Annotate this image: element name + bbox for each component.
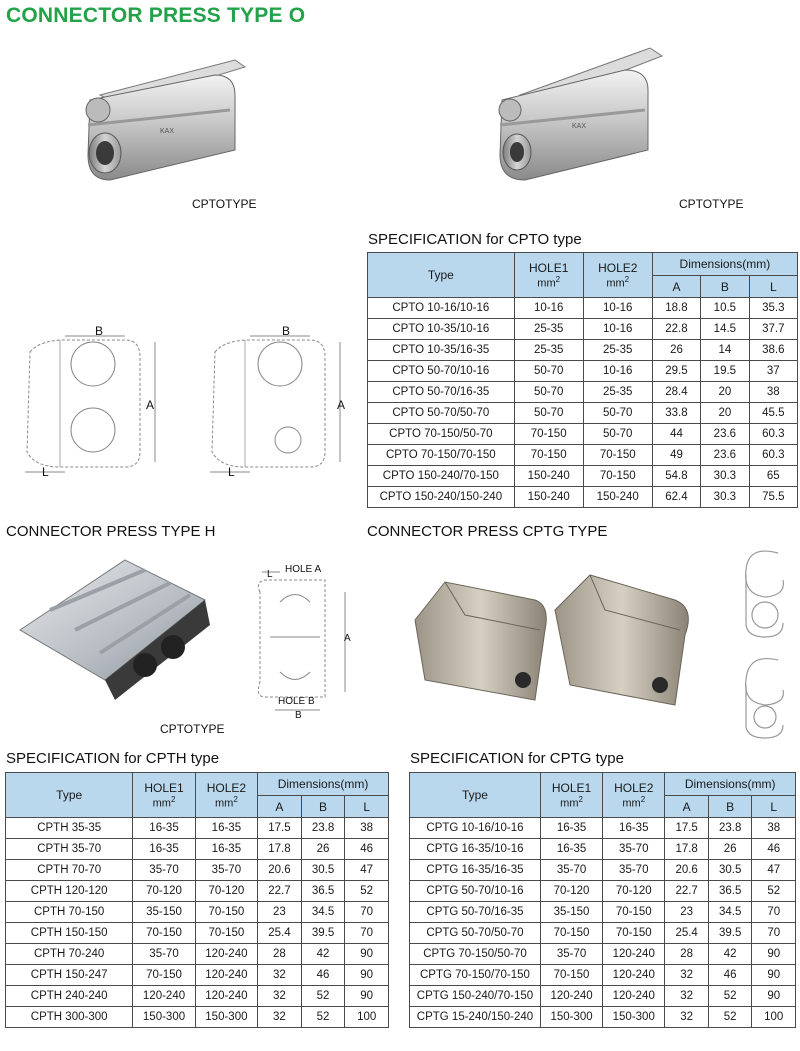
table-row: [6, 881, 389, 902]
cell-b: 30.3: [701, 466, 749, 487]
svg-text:KAX: KAX: [572, 123, 587, 130]
cell-hole1: 50-70: [514, 361, 583, 382]
header-dimensions: Dimensions(mm): [652, 253, 797, 276]
header-l: L: [345, 796, 389, 818]
cell-type: CPTH 35-35: [6, 818, 133, 839]
cell-hole2: 16-35: [603, 818, 665, 839]
cell-a: 44: [652, 424, 700, 445]
cell-l: 70: [345, 923, 389, 944]
cell-l: 90: [345, 986, 389, 1007]
cell-type: CPTH 35-70: [6, 839, 133, 860]
cell-l: 52: [345, 881, 389, 902]
header-dimensions: Dimensions(mm): [665, 773, 796, 796]
cell-hole2: 50-70: [583, 403, 652, 424]
cell-type: CPTG 70-150/70-150: [410, 965, 541, 986]
cell-l: 60.3: [749, 445, 797, 466]
table-row: [6, 902, 389, 923]
cell-b: 39.5: [708, 923, 752, 944]
cell-type: CPTH 70-150: [6, 902, 133, 923]
cell-a: 25.4: [258, 923, 302, 944]
cpth-product-image: [15, 555, 215, 705]
cell-b: 23.6: [701, 424, 749, 445]
cell-hole2: 16-35: [195, 839, 257, 860]
table-row: [6, 944, 389, 965]
cell-l: 70: [752, 923, 796, 944]
cell-a: 29.5: [652, 361, 700, 382]
cell-l: 90: [752, 986, 796, 1007]
cell-a: 32: [258, 965, 302, 986]
cell-type: CPTO 10-35/16-35: [368, 340, 515, 361]
cell-type: CPTG 50-70/50-70: [410, 923, 541, 944]
cell-type: CPTG 50-70/16-35: [410, 902, 541, 923]
cell-a: 26: [652, 340, 700, 361]
cell-type: CPTG 16-35/16-35: [410, 860, 541, 881]
cell-hole1: 16-35: [133, 839, 195, 860]
cpto-dim-a-left: A: [146, 398, 155, 412]
cell-l: 46: [752, 839, 796, 860]
cell-b: 30.5: [708, 860, 752, 881]
cell-b: 23.6: [701, 445, 749, 466]
cell-l: 38: [345, 818, 389, 839]
cell-type: CPTG 15-240/150-240: [410, 1007, 541, 1028]
cell-b: 36.5: [708, 881, 752, 902]
cell-hole1: 35-70: [540, 860, 602, 881]
header-b: B: [701, 276, 749, 298]
cell-hole2: 120-240: [195, 965, 257, 986]
cell-a: 62.4: [652, 487, 700, 508]
table-row: [368, 487, 798, 508]
cell-b: 52: [708, 1007, 752, 1028]
cell-hole2: 150-240: [583, 487, 652, 508]
cpto-spec-title: SPECIFICATION for CPTO type: [368, 231, 582, 248]
cell-b: 26: [708, 839, 752, 860]
table-row: [410, 818, 796, 839]
cpto-caption-left: CPTOTYPE: [192, 197, 257, 211]
cell-a: 17.5: [258, 818, 302, 839]
cell-l: 90: [752, 965, 796, 986]
table-header-row: [6, 773, 389, 796]
cell-l: 90: [345, 965, 389, 986]
cell-hole1: 10-16: [514, 298, 583, 319]
cpth-spec-title: SPECIFICATION for CPTH type: [6, 750, 220, 767]
header-l: L: [749, 276, 797, 298]
header-hole1: HOLE1 $mm^2$: [540, 773, 602, 818]
cell-hole1: 16-35: [540, 839, 602, 860]
cpth-hole-b-label: HOLE B: [278, 696, 315, 707]
cell-hole2: 10-16: [583, 361, 652, 382]
cell-hole2: 16-35: [195, 818, 257, 839]
cpto-dim-a-right: A: [337, 398, 346, 412]
svg-text:KAX: KAX: [160, 128, 175, 135]
header-b: B: [708, 796, 752, 818]
table-header-row: [368, 253, 798, 276]
cell-b: 14: [701, 340, 749, 361]
cell-b: 26: [301, 839, 345, 860]
cell-a: 17.8: [665, 839, 709, 860]
cell-hole1: 70-120: [133, 881, 195, 902]
cell-hole2: 150-300: [195, 1007, 257, 1028]
cell-l: 38.6: [749, 340, 797, 361]
table-row: [368, 403, 798, 424]
table-row: [410, 923, 796, 944]
cell-type: CPTO 50-70/50-70: [368, 403, 515, 424]
cell-b: 20: [701, 382, 749, 403]
header-dimensions: Dimensions(mm): [258, 773, 389, 796]
cell-l: 90: [345, 944, 389, 965]
cell-l: 100: [345, 1007, 389, 1028]
cell-hole2: 10-16: [583, 298, 652, 319]
table-row: [368, 340, 798, 361]
cell-hole2: 35-70: [195, 860, 257, 881]
cpth-caption: CPTOTYPE: [160, 722, 225, 736]
table-row: [368, 361, 798, 382]
cell-hole2: 70-150: [583, 466, 652, 487]
cell-type: CPTO 50-70/10-16: [368, 361, 515, 382]
cell-hole2: 35-70: [603, 860, 665, 881]
cpto-dim-l-left: L: [42, 465, 49, 479]
table-row: [410, 860, 796, 881]
table-row: [410, 1007, 796, 1028]
cell-b: 30.3: [701, 487, 749, 508]
cell-type: CPTO 50-70/16-35: [368, 382, 515, 403]
cell-b: 14.5: [701, 319, 749, 340]
table-row: [410, 965, 796, 986]
cell-hole1: 16-35: [133, 818, 195, 839]
cell-hole1: 35-150: [133, 902, 195, 923]
cell-b: 52: [301, 1007, 345, 1028]
cell-a: 17.8: [258, 839, 302, 860]
cell-a: 23: [665, 902, 709, 923]
cptg-product-image: [405, 560, 695, 710]
cell-hole2: 25-35: [583, 382, 652, 403]
page-title: CONNECTOR PRESS TYPE O: [6, 4, 306, 27]
cpto-drawing-right: [200, 322, 360, 482]
cell-a: 32: [258, 1007, 302, 1028]
cell-l: 38: [752, 818, 796, 839]
cell-a: 32: [665, 965, 709, 986]
cell-hole2: 70-120: [603, 881, 665, 902]
header-hole2: HOLE2 $mm^2$: [603, 773, 665, 818]
cell-hole2: 35-70: [603, 839, 665, 860]
cell-b: 19.5: [701, 361, 749, 382]
cell-hole1: 25-35: [514, 319, 583, 340]
header-l: L: [752, 796, 796, 818]
cell-hole2: 120-240: [603, 944, 665, 965]
header-type: Type: [410, 773, 541, 818]
cell-hole1: 120-240: [540, 986, 602, 1007]
cell-hole1: 70-150: [514, 445, 583, 466]
table-row: [6, 965, 389, 986]
cell-type: CPTG 70-150/50-70: [410, 944, 541, 965]
cell-b: 20: [701, 403, 749, 424]
table-row: [410, 881, 796, 902]
cpth-hole-a-label: HOLE A: [285, 564, 322, 575]
cell-b: 42: [708, 944, 752, 965]
cell-b: 39.5: [301, 923, 345, 944]
cell-type: CPTG 150-240/70-150: [410, 986, 541, 1007]
cpth-dim-l: L: [267, 569, 273, 580]
header-type: Type: [6, 773, 133, 818]
cell-b: 10.5: [701, 298, 749, 319]
header-type: Type: [368, 253, 515, 298]
cell-hole1: 35-70: [133, 860, 195, 881]
cell-a: 22.7: [665, 881, 709, 902]
cell-hole1: 120-240: [133, 986, 195, 1007]
cell-a: 28.4: [652, 382, 700, 403]
cpth-spec-table: [5, 772, 389, 1028]
cell-hole1: 70-120: [540, 881, 602, 902]
cell-a: 17.5: [665, 818, 709, 839]
table-row: [368, 424, 798, 445]
cell-hole1: 35-70: [540, 944, 602, 965]
cpto-dim-l-right: L: [228, 465, 235, 479]
table-row: [368, 466, 798, 487]
cell-hole1: 70-150: [540, 965, 602, 986]
cell-type: CPTH 70-70: [6, 860, 133, 881]
cell-a: 23: [258, 902, 302, 923]
cell-l: 37: [749, 361, 797, 382]
cell-hole1: 50-70: [514, 382, 583, 403]
header-hole1: HOLE1 $mm^2$: [514, 253, 583, 298]
cell-l: 52: [752, 881, 796, 902]
cell-type: CPTH 300-300: [6, 1007, 133, 1028]
cell-a: 32: [665, 986, 709, 1007]
cell-a: 25.4: [665, 923, 709, 944]
cell-hole2: 10-16: [583, 319, 652, 340]
table-row: [368, 382, 798, 403]
cptg-section-title: CONNECTOR PRESS CPTG TYPE: [367, 523, 608, 540]
cell-hole1: 35-70: [133, 944, 195, 965]
cell-l: 75.5: [749, 487, 797, 508]
table-row: [6, 1007, 389, 1028]
cell-hole2: 120-240: [603, 965, 665, 986]
cell-type: CPTG 50-70/10-16: [410, 881, 541, 902]
cell-type: CPTH 120-120: [6, 881, 133, 902]
cell-a: 32: [258, 986, 302, 1007]
header-a: A: [652, 276, 700, 298]
cell-type: CPTG 10-16/10-16: [410, 818, 541, 839]
cell-b: 34.5: [708, 902, 752, 923]
cell-hole2: 120-240: [195, 986, 257, 1007]
cell-type: CPTO 70-150/50-70: [368, 424, 515, 445]
cell-b: 52: [708, 986, 752, 1007]
cell-hole2: 70-150: [195, 923, 257, 944]
cell-a: 49: [652, 445, 700, 466]
cell-hole1: 50-70: [514, 403, 583, 424]
cell-hole2: 120-240: [195, 944, 257, 965]
cell-hole2: 70-150: [583, 445, 652, 466]
cell-hole2: 70-150: [603, 902, 665, 923]
cell-hole2: 70-150: [195, 902, 257, 923]
table-row: [368, 319, 798, 340]
cell-l: 90: [752, 944, 796, 965]
cell-l: 70: [345, 902, 389, 923]
cell-l: 47: [345, 860, 389, 881]
table-row: [410, 986, 796, 1007]
table-row: [6, 839, 389, 860]
table-header-row: [410, 773, 796, 796]
table-row: [6, 986, 389, 1007]
table-row: [6, 860, 389, 881]
cell-hole2: 70-120: [195, 881, 257, 902]
type-h-section-title: CONNECTOR PRESS TYPE H: [6, 523, 216, 540]
cpto-product-image-left: [60, 55, 260, 195]
cell-hole1: 150-240: [514, 466, 583, 487]
cell-type: CPTO 70-150/70-150: [368, 445, 515, 466]
cell-type: CPTO 150-240/150-240: [368, 487, 515, 508]
cell-type: CPTO 10-16/10-16: [368, 298, 515, 319]
cell-l: 47: [752, 860, 796, 881]
cell-hole2: 150-300: [603, 1007, 665, 1028]
cell-a: 20.6: [665, 860, 709, 881]
cell-hole1: 70-150: [514, 424, 583, 445]
cpto-product-image-right: [480, 40, 680, 190]
cell-l: 37.7: [749, 319, 797, 340]
cell-a: 22.8: [652, 319, 700, 340]
cell-b: 30.5: [301, 860, 345, 881]
cell-b: 36.5: [301, 881, 345, 902]
cpto-spec-table: [367, 252, 798, 508]
cell-l: 70: [752, 902, 796, 923]
cell-a: 32: [665, 1007, 709, 1028]
cell-type: CPTO 150-240/70-150: [368, 466, 515, 487]
cell-l: 35.3: [749, 298, 797, 319]
cell-b: 46: [708, 965, 752, 986]
cell-b: 52: [301, 986, 345, 1007]
cell-type: CPTO 10-35/10-16: [368, 319, 515, 340]
cell-hole2: 50-70: [583, 424, 652, 445]
cell-hole2: 120-240: [603, 986, 665, 1007]
header-a: A: [258, 796, 302, 818]
table-row: [368, 445, 798, 466]
table-row: [6, 923, 389, 944]
cpth-dim-b: B: [295, 710, 302, 721]
cell-hole1: 150-300: [540, 1007, 602, 1028]
cell-b: 23.8: [708, 818, 752, 839]
cell-a: 28: [258, 944, 302, 965]
cell-type: CPTG 16-35/10-16: [410, 839, 541, 860]
cpto-caption-right: CPTOTYPE: [679, 197, 744, 211]
cptg-spec-table: [409, 772, 796, 1028]
table-row: [410, 839, 796, 860]
cell-b: 42: [301, 944, 345, 965]
cpto-dim-b-left: B: [95, 324, 104, 338]
cell-hole1: 150-240: [514, 487, 583, 508]
cell-type: CPTH 70-240: [6, 944, 133, 965]
cell-type: CPTH 150-247: [6, 965, 133, 986]
cell-a: 33.8: [652, 403, 700, 424]
cell-l: 60.3: [749, 424, 797, 445]
cell-hole1: 70-150: [133, 923, 195, 944]
cell-a: 28: [665, 944, 709, 965]
cptg-spec-title: SPECIFICATION for CPTG type: [410, 750, 624, 767]
header-a: A: [665, 796, 709, 818]
cell-a: 20.6: [258, 860, 302, 881]
table-row: [6, 818, 389, 839]
cell-a: 18.8: [652, 298, 700, 319]
header-hole2: HOLE2 $mm^2$: [583, 253, 652, 298]
cell-hole1: 16-35: [540, 818, 602, 839]
cell-hole1: 70-150: [133, 965, 195, 986]
cell-l: 46: [345, 839, 389, 860]
cell-type: CPTH 240-240: [6, 986, 133, 1007]
header-b: B: [301, 796, 345, 818]
cell-b: 46: [301, 965, 345, 986]
cpth-dim-a: A: [344, 633, 351, 644]
cptg-drawing: [738, 545, 793, 745]
header-hole2: HOLE2 $mm^2$: [195, 773, 257, 818]
cell-l: 100: [752, 1007, 796, 1028]
cell-hole1: 70-150: [540, 923, 602, 944]
table-row: [410, 944, 796, 965]
cell-b: 34.5: [301, 902, 345, 923]
cell-hole1: 25-35: [514, 340, 583, 361]
table-row: [410, 902, 796, 923]
cell-b: 23.8: [301, 818, 345, 839]
cell-hole2: 70-150: [603, 923, 665, 944]
cell-l: 45.5: [749, 403, 797, 424]
cpto-dim-b-right: B: [282, 324, 291, 338]
cell-hole1: 150-300: [133, 1007, 195, 1028]
cell-hole1: 35-150: [540, 902, 602, 923]
cell-hole2: 25-35: [583, 340, 652, 361]
cell-l: 38: [749, 382, 797, 403]
cell-type: CPTH 150-150: [6, 923, 133, 944]
cell-a: 54.8: [652, 466, 700, 487]
header-hole1: HOLE1 $mm^2$: [133, 773, 195, 818]
cell-l: 65: [749, 466, 797, 487]
cell-a: 22.7: [258, 881, 302, 902]
table-row: [368, 298, 798, 319]
